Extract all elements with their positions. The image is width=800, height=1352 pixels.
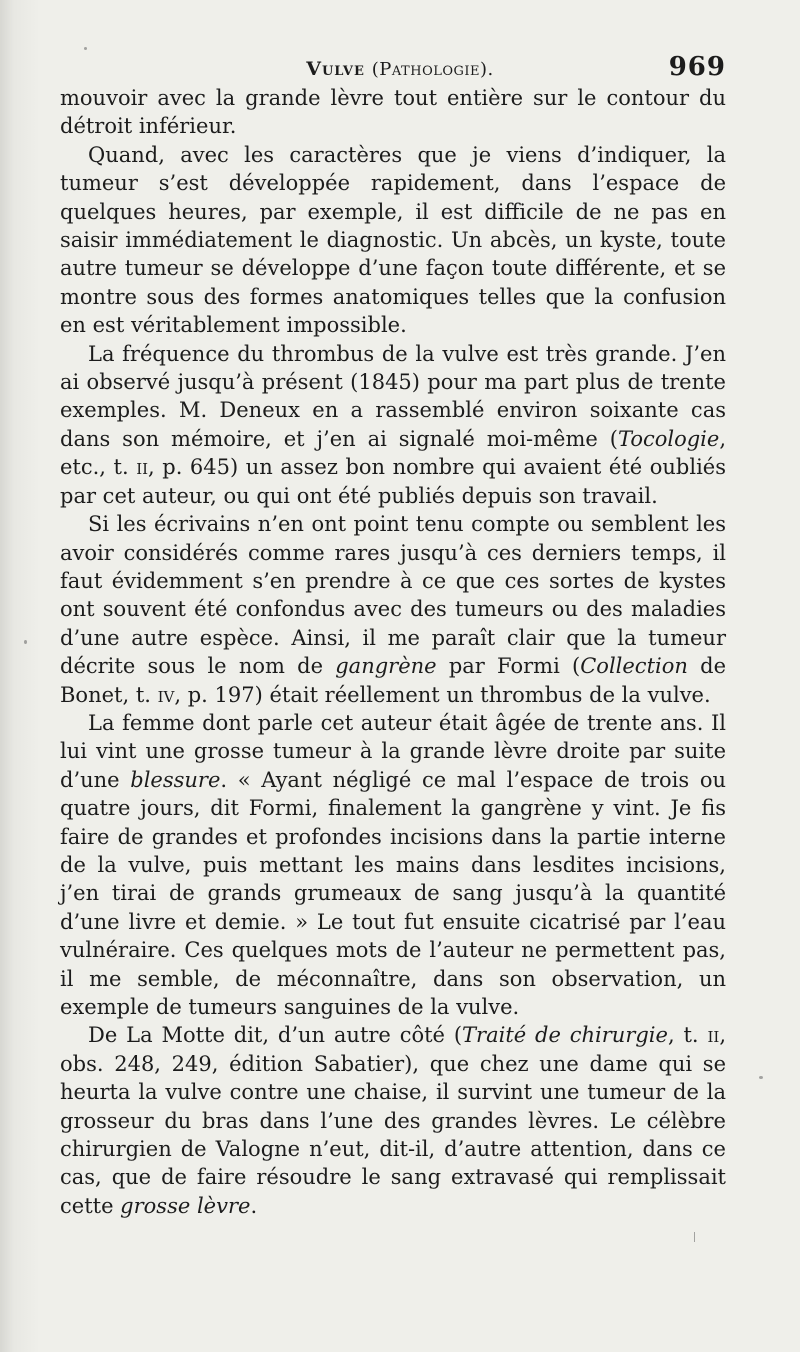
italic-text: Collection: [580, 654, 688, 679]
italic-text: blessure: [130, 767, 221, 792]
italic-text: grosse lèvre: [120, 1193, 251, 1218]
running-head: [0, 52, 800, 84]
paragraph: [60, 340, 726, 510]
page-number: 969: [668, 52, 726, 82]
text-run: La femme dont parle cet auteur était âgée de trente ans. Il lui vint une grosse tumeur à la grande lèvre droite par suite d’une: [60, 710, 726, 792]
running-title-section: (Pathologie).: [371, 59, 494, 80]
paper-speck: [759, 1076, 763, 1079]
italic-text: Traité de chirurgie: [462, 1023, 668, 1048]
text-run: mouvoir avec la grande lèvre tout entière sur le contour du détroit inférieur.: [60, 86, 726, 139]
volume-numeral: ii: [707, 1023, 720, 1048]
text-run: La fréquence du thrombus de la vulve est très grande. J’en ai observé jusqu’à présent (1845) pour ma part plus de trente exemples. M. Deneux en a rassemblé environ soixante cas dans son mémoire, et j’en ai signalé moi-même (: [60, 341, 726, 451]
volume-numeral: ii: [136, 455, 149, 480]
text-run: , p. 645) un assez bon nombre qui avaient été oubliés par cet auteur, ou qui ont été publiés depuis son travail.: [60, 455, 726, 508]
text-run: Quand, avec les caractères que je viens d’indiquer, la tumeur s’est développée rapidement, dans l’espace de quelques heures, par exemple, il est difficile de ne pas en saisir immédiatement le diagnostic. Un abcès, un kyste, toute autre tumeur se développe d’une façon toute différente, et se montre sous des formes anatomiques telles que la confusion en est véritablement impossible.: [60, 142, 726, 338]
text-run: , p. 197) était réellement un thrombus de la vulve.: [174, 682, 711, 707]
text-run: De La Motte dit, d’un autre côté (: [88, 1023, 463, 1048]
paper-speck: [84, 47, 87, 50]
body-text: [60, 84, 726, 1220]
text-run: de Bonet, t.: [60, 654, 726, 707]
paper-speck: [24, 640, 27, 644]
text-run: , obs. 248, 249, édition Sabatier), que chez une dame qui se heurta la vulve contre une chaise, il survint une tumeur de la grosseur du bras dans l’une des grandes lèvres. Le célèbre chirurgien de Valogne n’eut, dit-il, d’autre attention, dans ce cas, que de faire résoudre le sang extravasé qui remplissait cette: [60, 1023, 727, 1218]
paragraph: [60, 1021, 726, 1220]
volume-numeral: iv: [157, 682, 175, 707]
text-run: .: [250, 1193, 258, 1218]
text-run: , t.: [667, 1023, 708, 1048]
paper-speck: [694, 1232, 695, 1242]
text-run: par Formi (: [436, 654, 581, 679]
italic-text: Tocologie: [617, 426, 720, 451]
paragraph: [60, 141, 726, 340]
italic-text: gangrène: [335, 654, 437, 679]
paragraph: [60, 709, 726, 1021]
text-run: , etc., t.: [60, 426, 726, 480]
text-run: Si les écrivains n’en ont point tenu compte ou semblent les avoir considérés comme rares jusqu’à ces derniers temps, il faut évidemment s’en prendre à ce que ces sortes de kystes ont souvent été confondus avec des tumeurs ou des maladies d’une autre espèce. Ainsi, il me paraît clair que la tumeur décrite sous le nom de: [60, 512, 726, 679]
text-run: . « Ayant négligé ce mal l’espace de trois ou quatre jours, dit Formi, finalement la gangrène y vint. Je fis faire de grandes et profondes incisions dans la partie interne de la vulve, puis mettant les mains dans lesdites incisions, j’en tirai de grands grumeaux de sang jusqu’à la quantité d’une livre et demie. » Le tout fut ensuite cicatrisé par l’eau vulnéraire. Ces quelques mots de l’auteur ne permettent pas, il me semble, de méconnaître, dans son observation, un exemple de tumeurs sanguines de la vulve.: [60, 767, 726, 1019]
running-title-word: Vulve: [306, 58, 365, 80]
paragraph: [60, 510, 726, 709]
paragraph: [60, 84, 726, 141]
